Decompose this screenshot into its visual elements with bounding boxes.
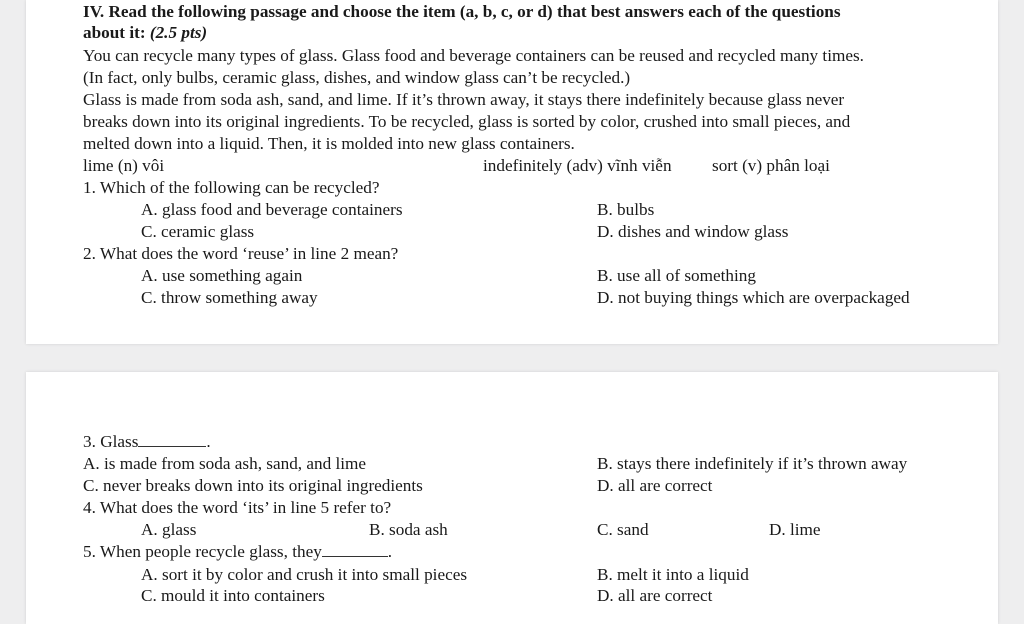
- section-title-line2: [83, 22, 207, 44]
- question-1: 1. Which of the following can be recycled?: [83, 178, 380, 197]
- glossary-sort: sort (v) phân loại: [712, 156, 830, 175]
- question-5: [83, 541, 392, 563]
- answer-blank: [322, 542, 388, 557]
- q3-option-a: A. is made from soda ash, sand, and lime: [83, 454, 367, 473]
- q5-option-b: B. melt it into a liquid: [597, 565, 749, 584]
- question-3: [83, 431, 211, 453]
- question-4: 4. What does the word ‘its’ in line 5 refer to?: [83, 498, 392, 517]
- passage-line: (In fact, only bulbs, ceramic glass, dishes, and window glass can’t be recycled.): [83, 68, 631, 87]
- answer-blank: [138, 432, 206, 447]
- passage-line: You can recycle many types of glass. Glass food and beverage containers can be reused and recycled many times.: [83, 46, 864, 65]
- q4-option-c: C. sand: [597, 520, 649, 539]
- section-title-about: about it:: [83, 23, 150, 42]
- q2-option-a: A. use something again: [141, 266, 303, 285]
- q1-option-a: A. glass food and beverage containers: [141, 200, 403, 219]
- q2-option-b: B. use all of something: [597, 266, 756, 285]
- question-5-text: 5. When people recycle glass, they: [83, 542, 322, 561]
- q2-option-d: D. not buying things which are overpackaged: [597, 288, 910, 307]
- q4-option-a: A. glass: [141, 520, 197, 539]
- q1-option-b: B. bulbs: [597, 200, 655, 219]
- q4-option-d: D. lime: [769, 520, 821, 539]
- glossary-indefinitely: indefinitely (adv) vĩnh viễn: [483, 156, 672, 175]
- passage-line: breaks down into its original ingredients. To be recycled, glass is sorted by color, crushed into small pieces, and: [83, 112, 851, 131]
- q3-option-d: D. all are correct: [597, 476, 713, 495]
- section-title: IV. Read the following passage and choose the item (a, b, c, or d) that best answers each of the questions: [83, 2, 841, 21]
- q2-option-c: C. throw something away: [141, 288, 318, 307]
- q3-option-c: C. never breaks down into its original ingredients: [83, 476, 423, 495]
- question-2: 2. What does the word ‘reuse’ in line 2 mean?: [83, 244, 399, 263]
- question-5-end: .: [387, 542, 393, 561]
- question-3-text: 3. Glass: [83, 432, 139, 451]
- section-points: (2.5 pts): [149, 23, 208, 42]
- question-3-end: .: [206, 432, 211, 451]
- q1-option-c: C. ceramic glass: [141, 222, 255, 241]
- q5-option-c: C. mould it into containers: [141, 586, 325, 605]
- q3-option-b: B. stays there indefinitely if it’s thrown away: [597, 454, 908, 473]
- glossary-lime: lime (n) vôi: [83, 156, 165, 175]
- q5-option-d: D. all are correct: [597, 586, 713, 605]
- q5-option-a: A. sort it by color and crush it into small pieces: [141, 565, 468, 584]
- q4-option-b: B. soda ash: [369, 520, 448, 539]
- passage-line: melted down into a liquid. Then, it is molded into new glass containers.: [83, 134, 575, 153]
- q1-option-d: D. dishes and window glass: [597, 222, 789, 241]
- passage-line: Glass is made from soda ash, sand, and lime. If it’s thrown away, it stays there indefinitely because glass never: [83, 90, 845, 109]
